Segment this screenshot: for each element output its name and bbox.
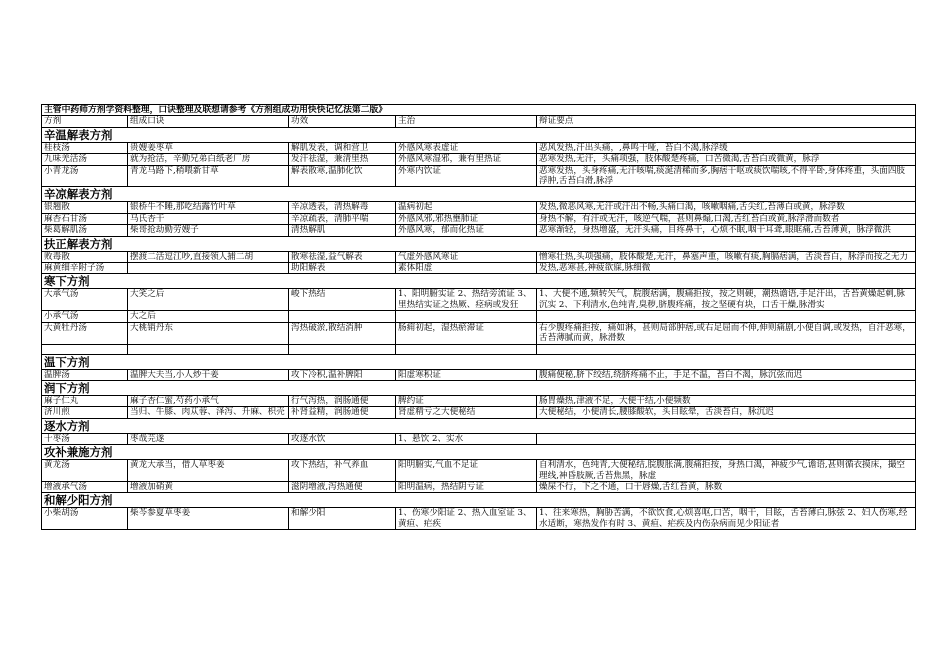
- formula-name-cell: 小青龙汤: [42, 165, 128, 187]
- key-points-cell: 身热不解，有汗或无汗，咳逆气喘，甚则鼻煽,口渴,舌红苔白或黄,脉浮滑而数者: [537, 213, 916, 224]
- formula-name-cell: 败毒散: [42, 251, 128, 262]
- column-header: 辩证要点: [537, 116, 916, 127]
- mnemonic-cell: 麻子杏仁蜜,芍药小承气: [128, 395, 289, 406]
- efficacy-cell: 辛凉疏表，清肺平喘: [289, 213, 396, 224]
- key-points-cell: [537, 344, 916, 354]
- efficacy-cell: 攻下冷积,温补脾阳: [289, 369, 396, 380]
- mnemonic-cell: 青龙马路下,稍喂新甘草: [128, 165, 289, 187]
- header-row: [42, 116, 916, 127]
- key-points-cell: 燥屎不行，下之不通，口干唇燥,舌红苔黄，脉数: [537, 481, 916, 492]
- formula-name-cell: 黄龙汤: [42, 460, 128, 482]
- column-header: 组成口诀: [128, 116, 289, 127]
- table-row: [42, 369, 916, 380]
- efficacy-cell: 发汗祛湿，兼清里热: [289, 154, 396, 165]
- key-points-cell: 发热,微恶风寒,无汗或汗出不畅,头痛口渴，咳嗽咽痛,舌尖红,苔薄白或黄，脉浮数: [537, 202, 916, 213]
- mnemonic-cell: 大笑之后: [128, 289, 289, 311]
- efficacy-cell: 清热解肌: [289, 225, 396, 236]
- indication-cell: 1、伤寒少阳证 2、热入血室证 3、黄疸、疟疾: [396, 508, 537, 530]
- efficacy-cell: 攻逐水饮: [289, 433, 396, 444]
- indication-cell: 气虚外感风寒证: [396, 251, 537, 262]
- section-heading: 辛温解表方剂: [42, 127, 916, 142]
- document-page: [41, 104, 915, 530]
- formula-name-cell: 增液承气汤: [42, 481, 128, 492]
- indication-cell: 阳明腑实,气血不足证: [396, 460, 537, 482]
- table-row: [42, 263, 916, 274]
- efficacy-cell: 滋阴增液,泻热通便: [289, 481, 396, 492]
- table-row: [42, 202, 916, 213]
- indication-cell: 外感风寒湿邪，兼有里热证: [396, 154, 537, 165]
- efficacy-cell: 峻下热结: [289, 289, 396, 311]
- mnemonic-cell: 柴哥抢劫勤劳嫂子: [128, 225, 289, 236]
- mnemonic-cell: 马氏杏干: [128, 213, 289, 224]
- mnemonic-cell: 就为抢活，辛勤兄弟白纸老厂房: [128, 154, 289, 165]
- table-row: [42, 311, 916, 322]
- section-heading: 辛凉解表方剂: [42, 187, 916, 202]
- table-row: [42, 225, 916, 236]
- formula-name-cell: 济川煎: [42, 407, 128, 418]
- table-row: [42, 433, 916, 444]
- section-row: [42, 445, 916, 460]
- section-row: [42, 187, 916, 202]
- table-row: [42, 395, 916, 406]
- table-row: [42, 481, 916, 492]
- efficacy-cell: 助阳解表: [289, 263, 396, 274]
- indication-cell: 外寒内饮证: [396, 165, 537, 187]
- formula-name-cell: 大黄牡丹汤: [42, 322, 128, 344]
- efficacy-cell: 攻下热结，补气养血: [289, 460, 396, 482]
- title-row: [42, 105, 916, 116]
- section-heading: 攻补兼施方剂: [42, 445, 916, 460]
- formula-name-cell: [42, 344, 128, 354]
- formula-name-cell: 麻杏石甘汤: [42, 213, 128, 224]
- section-row: [42, 493, 916, 508]
- indication-cell: 外感风寒表虚证: [396, 142, 537, 153]
- section-row: [42, 380, 916, 395]
- key-points-cell: [537, 433, 916, 444]
- section-row: [42, 274, 916, 289]
- key-points-cell: 憎寒壮热,头项强痛，肢体酸楚,无汗，鼻塞声重，咳嗽有痰,胸膈痞满，舌淡苔白，脉浮而按之无力: [537, 251, 916, 262]
- table-row: [42, 142, 916, 153]
- key-points-cell: 自利清水，色纯青,大便秘结,脘腹胀满,腹痛拒按，身热口渴，神疲少气,谵语,甚则循衣摸床，撮空理线,神昏肢厥,舌苔焦黑，脉虚: [537, 460, 916, 482]
- efficacy-cell: 行气泻热，润肠通便: [289, 395, 396, 406]
- formula-name-cell: 桂枝汤: [42, 142, 128, 153]
- mnemonic-cell: [128, 263, 289, 274]
- table-row: [42, 508, 916, 530]
- section-heading: 逐水方剂: [42, 418, 916, 433]
- mnemonic-cell: 大之后: [128, 311, 289, 322]
- mnemonic-cell: 贵嫂姜枣草: [128, 142, 289, 153]
- key-points-cell: 恶寒渐轻，身热增盛，无汗头痛，目疼鼻干，心烦不眠,咽干耳聋,眼眶痛,舌苔薄黄，脉浮微洪: [537, 225, 916, 236]
- key-points-cell: 发热,恶寒甚,神疲欲寐,脉细微: [537, 263, 916, 274]
- key-points-cell: 右少腹疼痛拒按，痛如淋，甚则局部肿痞,或右足屈而不伸,伸则痛剧,小便自调,或发热，自汗恶寒，舌苔薄腻而黄，脉滑数: [537, 322, 916, 344]
- efficacy-cell: 辛凉透表，清热解毒: [289, 202, 396, 213]
- key-points-cell: 1、大便不通,频转矢气，脘腹痞满，腹痛拒按，按之则硬，潮热谵语,手足汗出，舌苔黄燥起刺,脉沉实 2、下利清水,色纯青,臭秽,脐腹疼痛，按之坚硬有块，口舌干燥,脉滑实: [537, 289, 916, 311]
- efficacy-cell: 解表散寒,温肺化饮: [289, 165, 396, 187]
- formula-name-cell: 小承气汤: [42, 311, 128, 322]
- key-points-cell: 大便秘结，小便清长,腰膝酸软，头目眩晕，舌淡苔白，脉沉迟: [537, 407, 916, 418]
- key-points-cell: [537, 311, 916, 322]
- table-row: [42, 344, 916, 354]
- mnemonic-cell: 温脾大夫当,小人炒干姜: [128, 369, 289, 380]
- formula-name-cell: 柴葛解肌汤: [42, 225, 128, 236]
- indication-cell: [396, 311, 537, 322]
- section-row: [42, 236, 916, 251]
- efficacy-cell: 泻热破淤,散结消肿: [289, 322, 396, 344]
- formula-name-cell: 银翘散: [42, 202, 128, 213]
- formula-name-cell: 麻子仁丸: [42, 395, 128, 406]
- key-points-cell: 1、往来寒热，胸胁苦满，不欲饮食,心烦喜呕,口苦，咽干，目眩，舌苔薄白,脉弦 2、妇人伤寒,经水适断，寒热发作有时 3、黄疸、疟疾及内伤杂病而见少阳证者: [537, 508, 916, 530]
- efficacy-cell: 和解少阳: [289, 508, 396, 530]
- table-row: [42, 322, 916, 344]
- key-points-cell: 恶寒发热,无汗，头痛项强，肢体酸楚疼痛，口苦微渴,舌苔白或微黄，脉浮: [537, 154, 916, 165]
- formula-name-cell: 麻黄细辛附子汤: [42, 263, 128, 274]
- table-row: [42, 165, 916, 187]
- section-heading: 润下方剂: [42, 380, 916, 395]
- section-heading: 和解少阳方剂: [42, 493, 916, 508]
- indication-cell: 1、阳明腑实证 2、热结旁流证 3、里热结实证之热厥、痉病或发狂: [396, 289, 537, 311]
- document-title: 主管中药师方剂学资料整理，口诀整理及联想请参考《方剂组成功用快快记忆法第二版》: [42, 105, 916, 116]
- table-row: [42, 154, 916, 165]
- column-header: 方剂: [42, 116, 128, 127]
- mnemonic-cell: 枣哉芫遂: [128, 433, 289, 444]
- mnemonic-cell: 大桃销丹东: [128, 322, 289, 344]
- efficacy-cell: 解肌发表，调和营卫: [289, 142, 396, 153]
- table-row: [42, 213, 916, 224]
- indication-cell: 外感风邪,邪热壅肺证: [396, 213, 537, 224]
- table-row: [42, 460, 916, 482]
- key-points-cell: 肠胃燥热,津液不足，大便干结,小便频数: [537, 395, 916, 406]
- section-row: [42, 127, 916, 142]
- formula-name-cell: 十枣汤: [42, 433, 128, 444]
- indication-cell: 阳明温病，热结阴亏证: [396, 481, 537, 492]
- mnemonic-cell: 增液加硝黄: [128, 481, 289, 492]
- indication-cell: 1、悬饮 2、实水: [396, 433, 537, 444]
- mnemonic-cell: 黄龙大承当，借人草枣姜: [128, 460, 289, 482]
- table-row: [42, 251, 916, 262]
- formula-name-cell: 小柴胡汤: [42, 508, 128, 530]
- indication-cell: 阳虚寒积证: [396, 369, 537, 380]
- mnemonic-cell: [128, 344, 289, 354]
- indication-cell: 肠痈初起，湿热瘀滞证: [396, 322, 537, 344]
- section-heading: 寒下方剂: [42, 274, 916, 289]
- key-points-cell: 恶风发热,汗出头痛，,鼻鸣干哑，苔白不渴,脉浮缓: [537, 142, 916, 153]
- indication-cell: 脾约证: [396, 395, 537, 406]
- indication-cell: 素体阳虚: [396, 263, 537, 274]
- formula-name-cell: 大承气汤: [42, 289, 128, 311]
- section-heading: 扶正解表方剂: [42, 236, 916, 251]
- indication-cell: 外感风寒，郁而化热证: [396, 225, 537, 236]
- efficacy-cell: [289, 311, 396, 322]
- mnemonic-cell: 柴芩参夏草枣姜: [128, 508, 289, 530]
- mnemonic-cell: 摆渡二活逗江吵,直接领人捕二胡: [128, 251, 289, 262]
- efficacy-cell: 散寒祛湿,益气解表: [289, 251, 396, 262]
- column-header: 功效: [289, 116, 396, 127]
- formula-name-cell: 九味羌活汤: [42, 154, 128, 165]
- efficacy-cell: [289, 344, 396, 354]
- formula-name-cell: 温脾汤: [42, 369, 128, 380]
- table-row: [42, 407, 916, 418]
- column-header: 主治: [396, 116, 537, 127]
- section-heading: 温下方剂: [42, 354, 916, 369]
- section-row: [42, 354, 916, 369]
- mnemonic-cell: 银桥牛不睡,那吃结露竹叶草: [128, 202, 289, 213]
- indication-cell: [396, 344, 537, 354]
- formula-table: [41, 104, 916, 530]
- key-points-cell: 恶寒发热，头身疼痛,无汗咳喘,痰涎清稀而多,胸痞干呕或痰饮喘咳,不得平卧,身体疼重，头面四肢浮肿,舌苔白滑,脉浮: [537, 165, 916, 187]
- section-row: [42, 418, 916, 433]
- mnemonic-cell: 当归、牛膝、肉苁蓉、泽泻、升麻、枳壳: [128, 407, 289, 418]
- efficacy-cell: 补肾益精，润肠通便: [289, 407, 396, 418]
- table-row: [42, 289, 916, 311]
- indication-cell: 肾虚精亏之大便秘结: [396, 407, 537, 418]
- indication-cell: 温病初起: [396, 202, 537, 213]
- key-points-cell: 腹痛便秘,脐下绞结,绕脐疼痛不止，手足不温，苔白不渴，脉沉弦而迟: [537, 369, 916, 380]
